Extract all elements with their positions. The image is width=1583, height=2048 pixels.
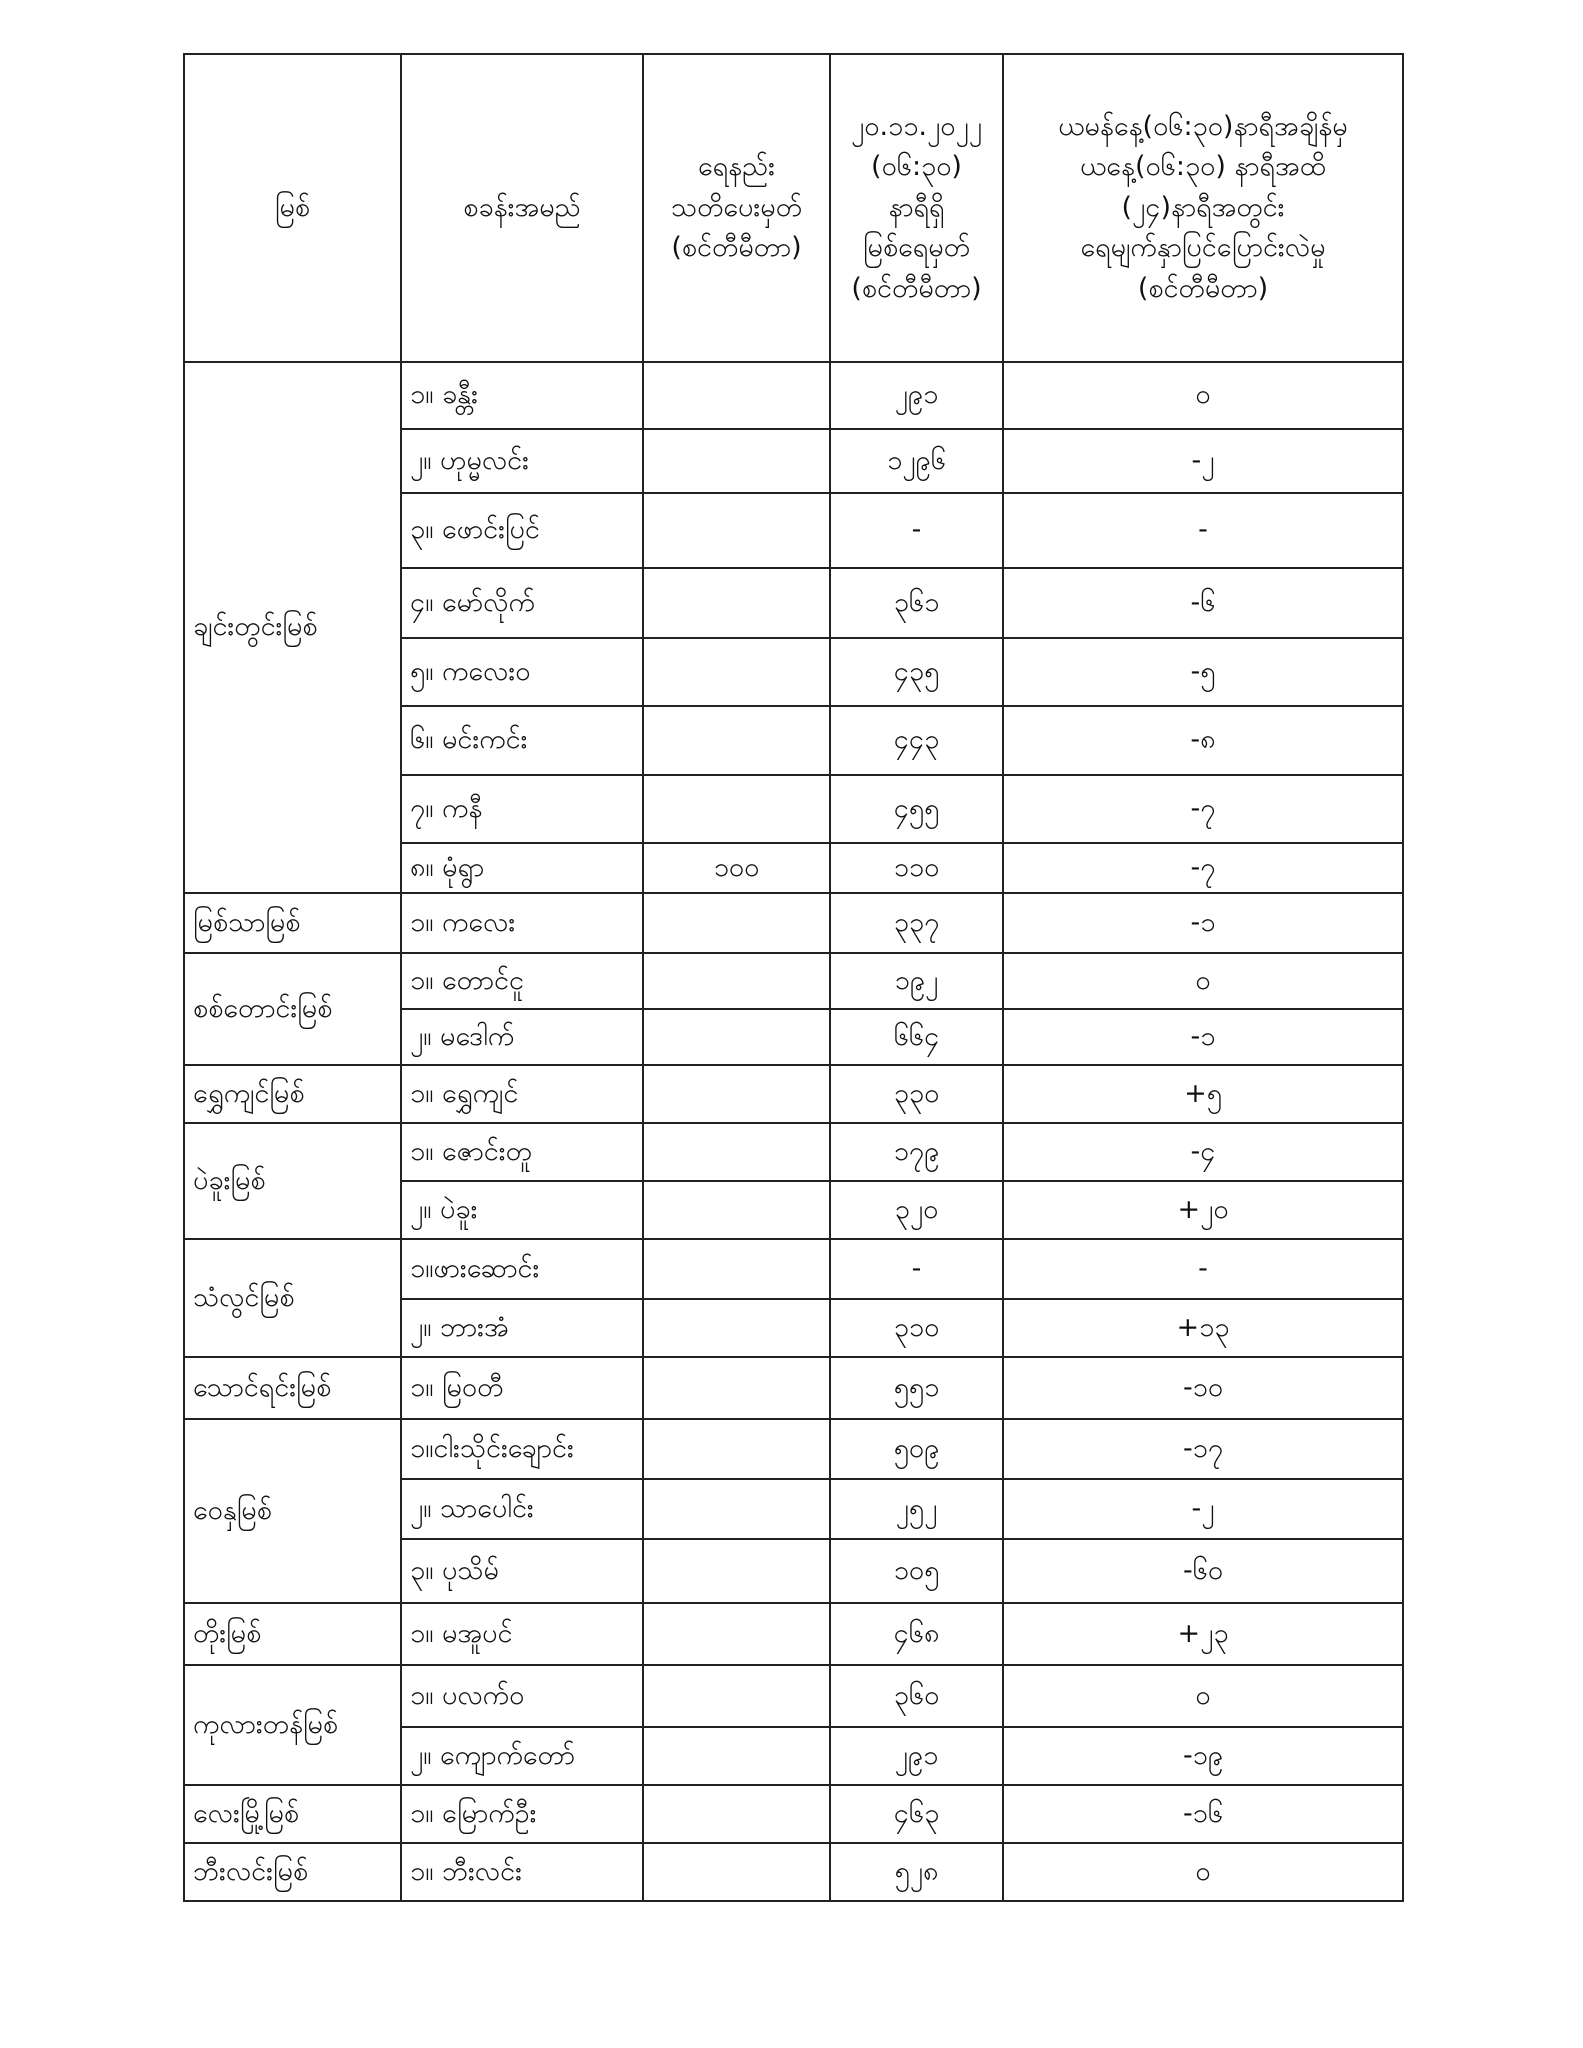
level-change-cell: -၈: [1003, 706, 1403, 775]
level-change-cell: -၁: [1003, 893, 1403, 953]
water-level-cell: ၁၂၉၆: [830, 429, 1003, 493]
danger-level-cell: [643, 1239, 830, 1299]
station-cell: ၁။ တောင်ငူ: [401, 953, 643, 1009]
header-level: ၂၀.၁၁.၂၀၂၂ (၀၆:၃၀) နာရီရှိ မြစ်ရေမှတ် (စင်တီမီတာ): [830, 54, 1003, 362]
table-row: [184, 1239, 1403, 1299]
river-name-cell: ဝေနှမြစ်: [184, 1419, 401, 1603]
water-level-cell: ၆၆၄: [830, 1009, 1003, 1065]
level-change-cell: -၁၉: [1003, 1727, 1403, 1785]
danger-level-cell: [643, 1009, 830, 1065]
header-row: [184, 54, 1403, 362]
table-row: [184, 1419, 1403, 1479]
water-level-cell: ၂၉၁: [830, 362, 1003, 429]
station-cell: ၂။ ဟုမ္မလင်း: [401, 429, 643, 493]
level-change-cell: -: [1003, 1239, 1403, 1299]
water-level-cell: ၄၃၅: [830, 638, 1003, 706]
header-danger: ရေနည်း သတိပေးမှတ် (စင်တီမီတာ): [643, 54, 830, 362]
level-change-cell: -၁၀: [1003, 1357, 1403, 1419]
water-level-cell: ၃၁၀: [830, 1299, 1003, 1357]
danger-level-cell: [643, 429, 830, 493]
table-row: [184, 1603, 1403, 1665]
water-level-cell: ၅၅၁: [830, 1357, 1003, 1419]
level-change-cell: -၁၆: [1003, 1785, 1403, 1843]
danger-level-cell: [643, 638, 830, 706]
water-level-cell: ၃၃၀: [830, 1065, 1003, 1123]
level-change-cell: -: [1003, 493, 1403, 568]
danger-level-cell: [643, 1539, 830, 1603]
level-change-cell: -၂: [1003, 1479, 1403, 1539]
water-level-cell: ၃၂၀: [830, 1181, 1003, 1239]
danger-level-cell: [643, 1479, 830, 1539]
level-change-cell: -၂: [1003, 429, 1403, 493]
header-change: ယမန်နေ့(၀၆:၃၀)နာရီအချိန်မှ ယနေ့(၀၆:၃၀) နာရီအထိ (၂၄)နာရီအတွင်း ရေမျက်နှာပြင်ပြောင်းလဲမှု (စင်တီမီတာ): [1003, 54, 1403, 362]
station-cell: ၁။ဖားဆောင်း: [401, 1239, 643, 1299]
water-level-cell: ၄၄၃: [830, 706, 1003, 775]
danger-level-cell: [643, 775, 830, 843]
station-cell: ၁။ မအူပင်: [401, 1603, 643, 1665]
river-name-cell: ဘီးလင်းမြစ်: [184, 1843, 401, 1901]
level-change-cell: +၂၀: [1003, 1181, 1403, 1239]
river-name-cell: ရွှေကျင်မြစ်: [184, 1065, 401, 1123]
station-cell: ၂။ ကျောက်တော်: [401, 1727, 643, 1785]
station-cell: ၁။ ဇောင်းတူ: [401, 1123, 643, 1181]
water-level-cell: ၄၆၈: [830, 1603, 1003, 1665]
station-cell: ၆။ မင်းကင်း: [401, 706, 643, 775]
level-change-cell: -၆: [1003, 568, 1403, 638]
danger-level-cell: [643, 1843, 830, 1901]
station-cell: ၈။ မုံရွာ: [401, 843, 643, 893]
water-level-cell: ၄၅၅: [830, 775, 1003, 843]
station-cell: ၂။ သာပေါင်း: [401, 1479, 643, 1539]
danger-level-cell: [643, 1665, 830, 1727]
water-level-cell: ၁၇၉: [830, 1123, 1003, 1181]
danger-level-cell: [643, 1357, 830, 1419]
river-name-cell: တိုးမြစ်: [184, 1603, 401, 1665]
danger-level-cell: [643, 706, 830, 775]
level-change-cell: -၄: [1003, 1123, 1403, 1181]
station-cell: ၂။ မဒေါက်: [401, 1009, 643, 1065]
table-row: [184, 1357, 1403, 1419]
danger-level-cell: [643, 1299, 830, 1357]
level-change-cell: +၅: [1003, 1065, 1403, 1123]
danger-level-cell: [643, 1181, 830, 1239]
table-row: [184, 893, 1403, 953]
level-change-cell: +၁၃: [1003, 1299, 1403, 1357]
level-change-cell: -၁: [1003, 1009, 1403, 1065]
level-change-cell: ၀: [1003, 1665, 1403, 1727]
station-cell: ၄။ မော်လိုက်: [401, 568, 643, 638]
river-name-cell: သောင်ရင်းမြစ်: [184, 1357, 401, 1419]
table-row: [184, 1843, 1403, 1901]
table-row: [184, 1065, 1403, 1123]
water-level-cell: ၃၆၀: [830, 1665, 1003, 1727]
danger-level-cell: [643, 362, 830, 429]
table-row: [184, 953, 1403, 1009]
river-name-cell: သံလွင်မြစ်: [184, 1239, 401, 1357]
station-cell: ၇။ ကနီ: [401, 775, 643, 843]
level-change-cell: ၀: [1003, 362, 1403, 429]
water-level-cell: ၁၀၅: [830, 1539, 1003, 1603]
header-river: မြစ်: [184, 54, 401, 362]
station-cell: ၃။ ပုသိမ်: [401, 1539, 643, 1603]
water-level-cell: ၂၉၁: [830, 1727, 1003, 1785]
river-name-cell: ကုလားတန်မြစ်: [184, 1665, 401, 1785]
level-change-cell: +၂၃: [1003, 1603, 1403, 1665]
water-level-cell: ၅၂၈: [830, 1843, 1003, 1901]
danger-level-cell: ၁၀၀: [643, 843, 830, 893]
water-level-cell: ၂၅၂: [830, 1479, 1003, 1539]
water-level-cell: ၁၁၀: [830, 843, 1003, 893]
level-change-cell: ၀: [1003, 953, 1403, 1009]
station-cell: ၁။ ဘီးလင်း: [401, 1843, 643, 1901]
table-row: [184, 1665, 1403, 1727]
danger-level-cell: [643, 893, 830, 953]
station-cell: ၁။ ရွှေကျင်: [401, 1065, 643, 1123]
station-cell: ၅။ ကလေးဝ: [401, 638, 643, 706]
danger-level-cell: [643, 568, 830, 638]
river-name-cell: ချင်းတွင်းမြစ်: [184, 362, 401, 893]
level-change-cell: -၅: [1003, 638, 1403, 706]
station-cell: ၂။ ဘားအံ: [401, 1299, 643, 1357]
station-cell: ၁။ငါးသိုင်းချောင်း: [401, 1419, 643, 1479]
header-station: စခန်းအမည်: [401, 54, 643, 362]
table-row: [184, 1123, 1403, 1181]
danger-level-cell: [643, 1603, 830, 1665]
station-cell: ၂။ ပဲခူး: [401, 1181, 643, 1239]
table-row: [184, 1785, 1403, 1843]
river-name-cell: လေးမြို့မြစ်: [184, 1785, 401, 1843]
water-level-cell: ၃၃၇: [830, 893, 1003, 953]
danger-level-cell: [643, 953, 830, 1009]
river-level-table: [183, 53, 1404, 1902]
water-level-cell: ၃၆၁: [830, 568, 1003, 638]
danger-level-cell: [643, 1727, 830, 1785]
station-cell: ၁။ ခန္တီး: [401, 362, 643, 429]
level-change-cell: ၀: [1003, 1843, 1403, 1901]
river-name-cell: မြစ်သာမြစ်: [184, 893, 401, 953]
table-row: [184, 362, 1403, 429]
station-cell: ၁။ ပလက်ဝ: [401, 1665, 643, 1727]
danger-level-cell: [643, 1419, 830, 1479]
danger-level-cell: [643, 493, 830, 568]
station-cell: ၁။ မြဝတီ: [401, 1357, 643, 1419]
level-change-cell: -၆၀: [1003, 1539, 1403, 1603]
water-level-cell: -: [830, 493, 1003, 568]
danger-level-cell: [643, 1785, 830, 1843]
water-level-cell: ၄၆၃: [830, 1785, 1003, 1843]
danger-level-cell: [643, 1065, 830, 1123]
water-level-cell: -: [830, 1239, 1003, 1299]
level-change-cell: -၁၇: [1003, 1419, 1403, 1479]
danger-level-cell: [643, 1123, 830, 1181]
water-level-cell: ၅၀၉: [830, 1419, 1003, 1479]
water-level-cell: ၁၉၂: [830, 953, 1003, 1009]
level-change-cell: -၇: [1003, 775, 1403, 843]
station-cell: ၁။ မြောက်ဦး: [401, 1785, 643, 1843]
station-cell: ၃။ ဖောင်းပြင်: [401, 493, 643, 568]
river-name-cell: ပဲခူးမြစ်: [184, 1123, 401, 1239]
river-name-cell: စစ်တောင်းမြစ်: [184, 953, 401, 1065]
station-cell: ၁။ ကလေး: [401, 893, 643, 953]
level-change-cell: -၇: [1003, 843, 1403, 893]
